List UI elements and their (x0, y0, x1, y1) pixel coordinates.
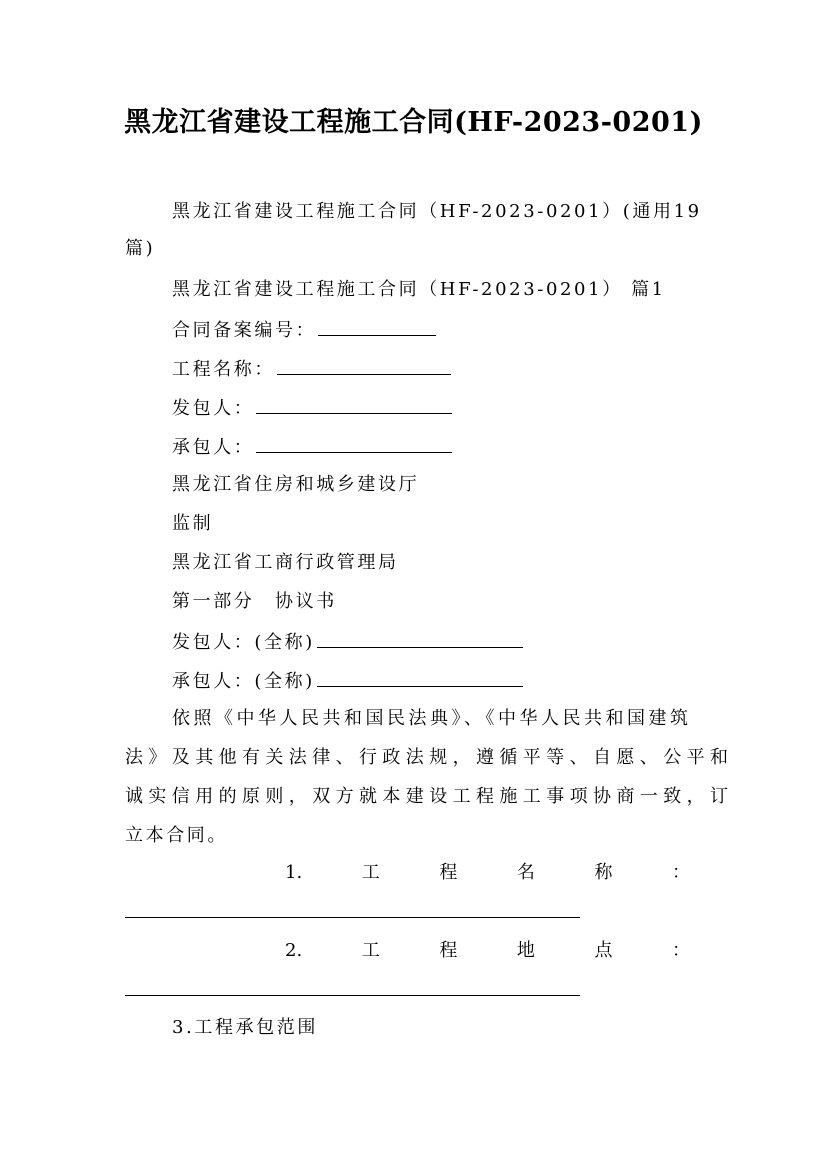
contractor-row (172, 435, 452, 459)
item-2-char: 点 (594, 940, 613, 961)
item-1-char: 名 (516, 862, 535, 883)
issuer-housing-department: 黑龙江省住房和城乡建设厅 (172, 474, 420, 495)
contractor-full-row (172, 669, 523, 693)
item-1-char: 程 (439, 862, 458, 883)
item-1-char: 称 (594, 862, 613, 883)
part1-title: 第一部分 协议书 (172, 591, 337, 612)
item-3-scope: 3.工程承包范围 (172, 1017, 318, 1038)
project-name-label: 工程名称： (172, 359, 275, 380)
intro-line-2: 篇) (125, 238, 156, 259)
item-2-char: 程 (439, 940, 458, 961)
item-2-char: 地 (516, 940, 535, 961)
issuer-suffix: 监制 (172, 513, 214, 534)
employer-blank (256, 396, 452, 414)
record-number-row (172, 318, 436, 342)
item-2-char: 工 (361, 940, 380, 961)
contractor-full-label: 承包人：(全称) (172, 671, 315, 692)
contractor-full-blank (317, 669, 523, 687)
paragraph-line-2: 法》及其他有关法律、行政法规，遵循平等、自愿、公平和 (125, 747, 734, 768)
item-1-blank-line (125, 917, 580, 918)
employer-full-row (172, 630, 523, 654)
employer-label: 发包人： (172, 398, 255, 419)
project-name-blank (277, 357, 451, 375)
employer-full-label: 发包人：(全称) (172, 632, 315, 653)
item-2-project-location (285, 940, 690, 962)
item-2-blank-line (125, 995, 580, 996)
part-heading: 黑龙江省建设工程施工合同（HF-2023-0201） 篇1 (172, 279, 666, 300)
project-name-row (172, 357, 451, 381)
item-1-number: 1. (285, 862, 303, 883)
item-1-colon: ： (672, 862, 690, 883)
record-number-blank (318, 318, 436, 336)
paragraph-line-3: 诚实信用的原则，双方就本建设工程施工事项协商一致，订 (125, 786, 734, 807)
item-2-number: 2. (285, 940, 303, 961)
contractor-blank (256, 435, 452, 453)
issuer-commerce-bureau: 黑龙江省工商行政管理局 (172, 552, 399, 573)
contractor-label: 承包人： (172, 437, 255, 458)
intro-line-1: 黑龙江省建设工程施工合同（HF-2023-0201）(通用19 (172, 201, 702, 222)
employer-row (172, 396, 452, 420)
item-1-char: 工 (361, 862, 380, 883)
item-1-project-name (285, 862, 690, 884)
employer-full-blank (317, 630, 523, 648)
paragraph-line-1: 依照《中华人民共和国民法典》、《中华人民共和国建筑 (172, 708, 692, 729)
item-2-colon: ： (672, 940, 690, 961)
document-title: 黑龙江省建设工程施工合同(HF-2023-0201) (124, 107, 703, 138)
paragraph-line-4: 立本合同。 (125, 825, 228, 846)
record-number-label: 合同备案编号： (172, 320, 317, 341)
